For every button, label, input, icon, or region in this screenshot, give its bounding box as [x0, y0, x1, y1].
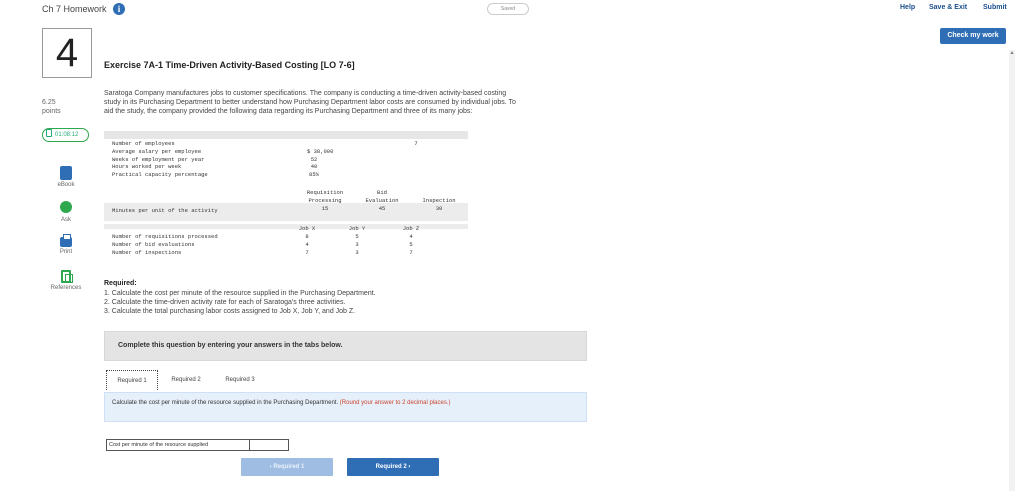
assignment-title: Ch 7 Homework [42, 4, 107, 14]
minutes-label: Minutes per unit of the activity [112, 207, 218, 214]
scroll-up-icon[interactable]: ▲ [1009, 50, 1015, 56]
job-header: Job Y [348, 225, 366, 232]
row-label: Practical capacity percentage [112, 171, 208, 178]
job-row-label: Number of inspections [112, 249, 182, 256]
job-row-label: Number of bid evaluations [112, 241, 195, 248]
points-value: 6.25 [42, 99, 56, 106]
job-row-value: 3 [355, 241, 359, 248]
required-item: 2. Calculate the time-driven activity rate for each of Saratoga's three activities. [104, 299, 346, 306]
save-exit-link[interactable]: Save & Exit [929, 4, 968, 11]
job-row-label: Number of requisitions processed [112, 233, 218, 240]
row-label: Hours worked per week [112, 163, 182, 170]
job-row-value: 8 [305, 233, 309, 240]
required-list [104, 289, 376, 316]
tab-question-hint: (Round your answer to 2 decimal places.) [339, 400, 451, 406]
book-icon [60, 166, 72, 180]
chat-bubble-icon [60, 201, 72, 213]
row-value: 52 [310, 156, 318, 163]
data-table [104, 131, 468, 265]
printer-icon [60, 237, 72, 247]
tab-required-3[interactable]: Required 3 [215, 370, 265, 390]
timer [42, 128, 89, 142]
instructions-text: Complete this question by entering your answers in the tabs below. [118, 342, 343, 349]
row-value: 40 [310, 163, 318, 170]
check-my-work-button[interactable]: Check my work [940, 28, 1006, 44]
submit-link[interactable]: Submit [983, 4, 1007, 11]
job-row-value: 4 [409, 233, 413, 240]
job-row-value: 5 [355, 233, 359, 240]
print-label: Print [59, 249, 73, 255]
help-link[interactable]: Help [900, 4, 916, 11]
exercise-title: Exercise 7A-1 Time-Driven Activity-Based Costing [LO 7-6] [104, 60, 355, 70]
minutes-value: 30 [435, 205, 443, 212]
row-value: $ 38,000 [307, 148, 334, 155]
answer-input[interactable] [252, 441, 288, 449]
timer-value: 01:08:12 [55, 132, 79, 138]
row-value: 7 [414, 140, 418, 147]
info-icon[interactable]: i [113, 3, 125, 15]
next-required-button[interactable]: Required 2 › [347, 458, 439, 476]
ebook-button[interactable] [46, 166, 86, 188]
intro-line: aid the study, the company provided the following data regarding its Purchasing Department and three of its many jobs: [104, 108, 473, 115]
activity-header: Evaluation [365, 197, 399, 204]
print-button[interactable] [46, 237, 86, 255]
tab-panel [104, 392, 587, 422]
exercise-intro [104, 89, 649, 116]
activity-header: Requisition [306, 189, 344, 196]
answer-label: Cost per minute of the resource supplied [107, 440, 250, 450]
required-heading: Required: [104, 280, 137, 287]
job-row-value: 7 [305, 249, 309, 256]
table-header-strip [104, 131, 468, 139]
activity-header: Inspection [422, 197, 456, 204]
ask-button[interactable] [46, 201, 86, 223]
job-row-value: 7 [409, 249, 413, 256]
job-header: Job Z [402, 225, 420, 232]
tab-question-text: Calculate the cost per minute of the resource supplied in the Purchasing Department. [112, 400, 339, 406]
intro-line: Saratoga Company manufactures jobs to customer specifications. The company is conducting a time-driven activity-based costing [104, 90, 507, 97]
intro-line: study in its Purchasing Department to better understand how Purchasing Department labor costs are consumed by individual jobs. To [104, 99, 516, 106]
row-label: Weeks of employment per year [112, 156, 205, 163]
tab-required-1[interactable]: Required 1 [106, 370, 158, 390]
job-header: Job X [298, 225, 316, 232]
hourglass-icon [46, 129, 52, 137]
instructions-box [104, 331, 587, 361]
references-button[interactable] [46, 270, 86, 291]
scrollbar[interactable] [1009, 50, 1015, 491]
ask-label: Ask [60, 217, 71, 223]
document-icon [61, 270, 71, 283]
minutes-value: 15 [321, 205, 329, 212]
prev-required-button[interactable]: ‹ Required 1 [241, 458, 333, 476]
job-row-value: 3 [355, 249, 359, 256]
required-item: 3. Calculate the total purchasing labor costs assigned to Job X, Job Y, and Job Z. [104, 308, 356, 315]
answer-row [106, 439, 289, 451]
saved-status: Saved [487, 3, 529, 15]
points-label: points [42, 108, 61, 115]
row-label: Average salary per employee [112, 148, 202, 155]
top-bar [0, 0, 1024, 20]
tab-question [112, 399, 572, 407]
minutes-value: 45 [378, 205, 386, 212]
references-label: References [50, 285, 82, 291]
job-row-value: 4 [305, 241, 309, 248]
activity-header: Processing [308, 197, 342, 204]
required-item: 1. Calculate the cost per minute of the resource supplied in the Purchasing Department. [104, 290, 376, 297]
ebook-label: eBook [57, 182, 75, 188]
activity-header: Bid [377, 189, 387, 196]
job-row-value: 5 [409, 241, 413, 248]
row-value: 85% [309, 171, 319, 178]
points-info [42, 98, 61, 116]
row-label: Number of employees [112, 140, 175, 147]
tab-required-2[interactable]: Required 2 [161, 370, 211, 390]
question-number: 4 [42, 28, 92, 78]
